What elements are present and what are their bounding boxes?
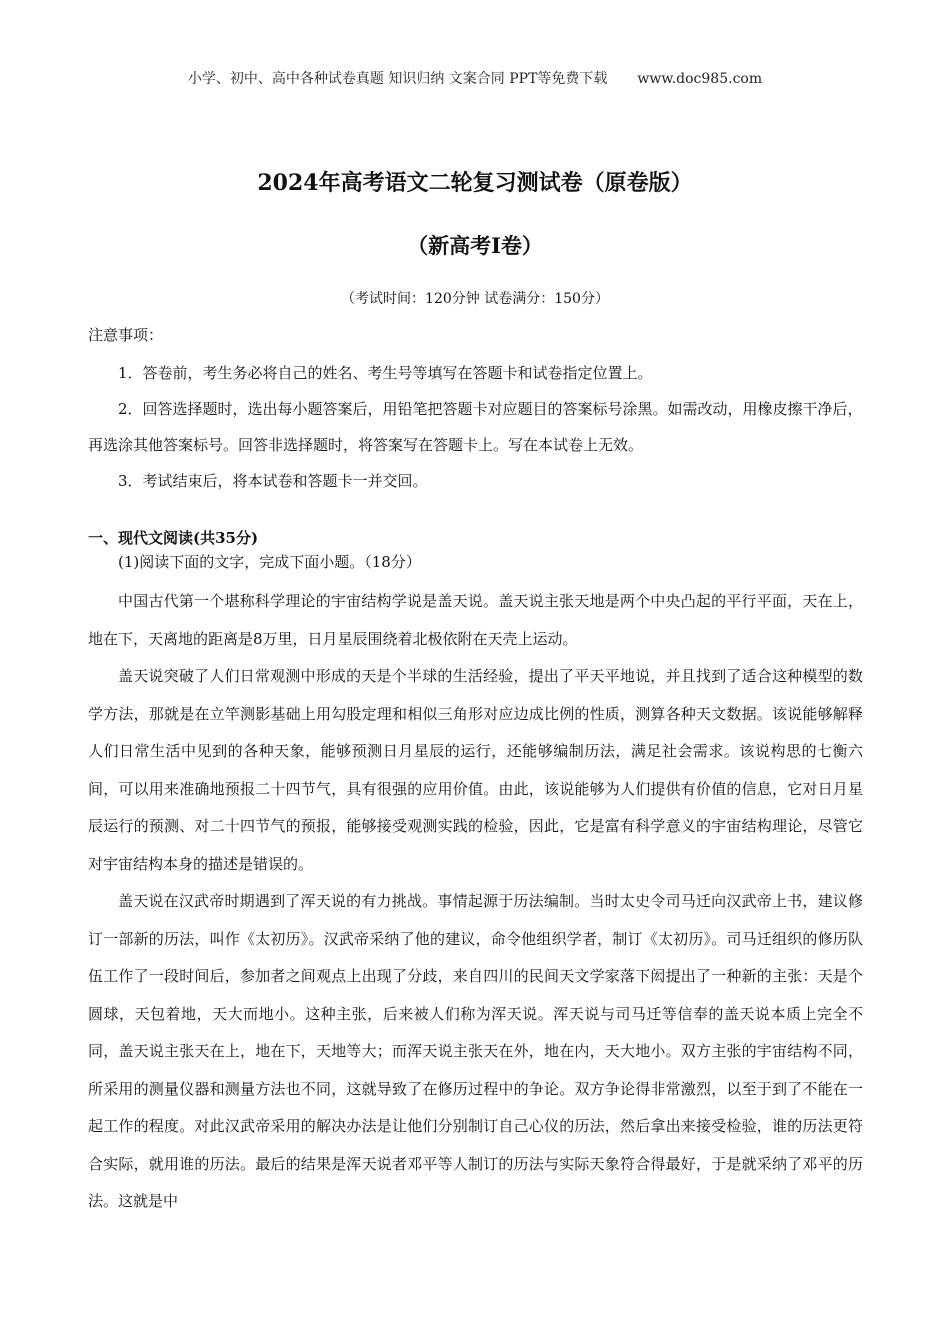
reading-passage xyxy=(88,583,863,1221)
section-heading: 一、现代文阅读(共35分) xyxy=(88,529,259,547)
notice-list xyxy=(88,355,863,499)
notice-heading: 注意事项： xyxy=(88,326,164,344)
header-website-link[interactable]: www.doc985.com xyxy=(637,71,763,87)
exam-time-score-info: （考试时间：120分钟 试卷满分：150分） xyxy=(341,291,609,307)
passage-paragraph: 盖天说在汉武帝时期遇到了浑天说的有力挑战。事情起源于历法编制。当时太史令司马迁向汉武帝上书，建议修订一部新的历法，叫作《太初历》。汉武帝采纳了他的建议，命令他组织学者，制订《太初历》。司马迁组织的修历队伍工作了一段时间后，参加者之间观点上出现了分歧，来自四川的民间天文学家落下闳提出了一种新的主张：天是个圆球，天包着地，天大而地小。这种主张，后来被人们称为浑天说。浑天说与司马迁等信奉的盖天说本质上完全不同，盖天说主张天在上，地在下，天地等大；而浑天说主张天在外，地在内，天大地小。双方主张的宇宙结构不同，所采用的测量仪器和测量方法也不同，这就导致了在修历过程中的争论。双方争论得非常激烈，以至于到了不能在一起工作的程度。对此汉武帝采用的解决办法是让他们分别制订自己心仪的历法，然后拿出来接受检验，谁的历法更符合实际，就用谁的历法。最后的结果是浑天说者邓平等人制订的历法与实际天象符合得最好，于是就采纳了邓平的历法。这就是中 xyxy=(88,892,863,1210)
notice-item: 1．答卷前，考生务必将自己的姓名、考生号等填写在答题卡和试卷指定位置上。 xyxy=(118,364,653,382)
page-header xyxy=(0,68,950,88)
notice-item: 2．回答选择题时，选出每小题答案后，用铅笔把答题卡对应题目的答案标号涂黑。如需改动，用橡皮擦干净后，再选涂其他答案标号。回答非选择题时，将答案写在答题卡上。写在本试卷上无效。 xyxy=(88,400,863,454)
header-text: 小学、初中、高中各种试卷真题 知识归纳 文案合同 PPT等免费下载 xyxy=(187,71,608,87)
passage-paragraph: 中国古代第一个堪称科学理论的宇宙结构学说是盖天说。盖天说主张天地是两个中央凸起的平行平面，天在上，地在下，天离地的距离是8万里，日月星辰围绕着北极依附在天壳上运动。 xyxy=(88,592,863,648)
notice-item: 3．考试结束后，将本试卷和答题卡一并交回。 xyxy=(118,472,428,490)
exam-subtitle: （新高考Ⅰ卷） xyxy=(407,233,543,258)
question-intro: (1)阅读下面的文字，完成下面小题。（18分） xyxy=(118,553,421,571)
exam-title: 2024年高考语文二轮复习测试卷（原卷版） xyxy=(257,170,693,196)
passage-paragraph: 盖天说突破了人们日常观测中形成的天是个半球的生活经验，提出了平天平地说，并且找到了适合这种模型的数学方法，那就是在立竿测影基础上用勾股定理和相似三角形对应边成比例的性质，测算各种天文数据。该说能够解释人们日常生活中见到的各种天象，能够预测日月星辰的运行，还能够编制历法，满足社会需求。该说构思的七衡六间，可以用来准确地预报二十四节气，具有很强的应用价值。由此，该说能够为人们提供有价值的信息，它对日月星辰运行的预测、对二十四节气的预报，能够接受观测实践的检验，因此，它是富有科学意义的宇宙结构理论，尽管它对宇宙结构本身的描述是错误的。 xyxy=(88,667,863,873)
